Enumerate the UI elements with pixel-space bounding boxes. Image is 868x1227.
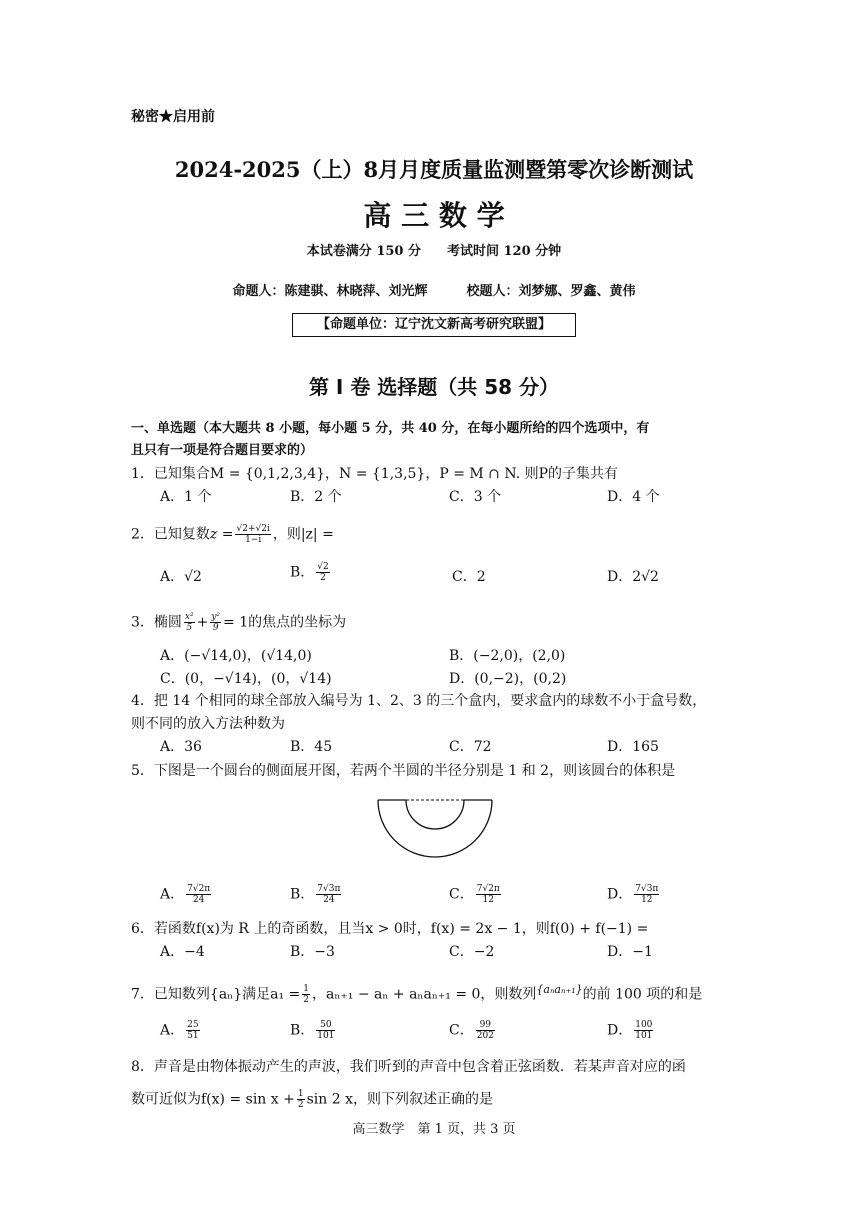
annulus-figure	[370, 792, 500, 862]
q2-option-b	[290, 562, 332, 583]
q5-c-label: C．	[449, 886, 474, 903]
q8-tail: sin 2 x，则下列叙述正确的是	[306, 1091, 493, 1108]
q5-a-label: A．	[160, 886, 185, 903]
q4-option-d: D．165	[607, 739, 659, 755]
q7-half-num: 1	[303, 984, 309, 995]
q2-option-d: D．2√2	[607, 569, 659, 585]
q7-a-label: A．	[160, 1022, 185, 1039]
q6-option-d: D．−1	[607, 944, 653, 960]
q6-option-c: C．−2	[449, 944, 495, 960]
q3-plus: +	[196, 614, 209, 631]
q1-option-a: A．1 个	[160, 489, 212, 505]
q5-c-den: 12	[482, 895, 494, 905]
q5-d-den: 12	[641, 895, 653, 905]
q7-c-label: C．	[449, 1022, 474, 1039]
q3-stem	[131, 612, 346, 633]
q7-tail: 的前 100 项的和是	[582, 986, 703, 1003]
q7-prefix: 7．已知数列{aₙ}满足a₁ =	[131, 986, 301, 1003]
inner-semicircle	[406, 800, 464, 829]
part-description-2: 且只有一项是符合题目要求的）	[131, 443, 314, 458]
q5-stem: 5．下图是一个圆台的侧面展开图，若两个半圆的半径分别是 1 和 2，则该圆台的体积是	[131, 763, 676, 779]
q2-denominator: 1−i	[245, 535, 262, 545]
q7-c-num: 99	[476, 1020, 495, 1031]
q3-option-c: C．(0，−√14)，(0，√14)	[160, 671, 332, 687]
section-title: 第 I 卷 选择题（共 58 分）	[308, 375, 560, 399]
q4-option-c: C．72	[449, 739, 492, 755]
q3-num2: y²	[211, 612, 221, 622]
exam-title: 2024-2025（上）8月月度质量监测暨第零次诊断测试	[174, 157, 694, 182]
q7-seq: {aₙaₙ₊₁}	[536, 983, 583, 996]
q3-option-b: B．(−2,0)，(2,0)	[449, 648, 566, 664]
q7-option-a	[160, 1020, 202, 1041]
q7-d-num: 100	[635, 1020, 653, 1030]
q7-d-label: D．	[607, 1022, 633, 1039]
q3-den2: 9	[212, 623, 219, 633]
q2-numerator: √2+√2i	[236, 524, 270, 534]
q2-option-c: C．2	[452, 569, 486, 585]
q5-a-den: 24	[192, 895, 205, 905]
q3-num1: x²	[184, 612, 194, 622]
q5-a-num: 7√2π	[187, 884, 211, 894]
q1-stem: 1．已知集合M = {0,1,2,3,4}，N = {1,3,5}，P = M ∩ N. 则P的子集共有	[131, 466, 619, 482]
q5-d-label: D．	[607, 886, 633, 903]
q4-option-b: B．45	[290, 739, 333, 755]
q3-prefix: 3．椭圆	[131, 614, 182, 631]
q4-stem-2: 则不同的放入方法种数为	[131, 716, 285, 732]
q6-option-b: B．−3	[290, 944, 335, 960]
q5-option-a	[160, 884, 213, 905]
q7-half-den: 2	[303, 995, 309, 1006]
part-description-1: 一、单选题（本大题共 8 小题，每小题 5 分，共 40 分，在每小题所给的四个选项中，有	[131, 421, 650, 436]
q2-prefix: 2．已知复数	[131, 526, 210, 543]
q5-d-num: 7√3π	[635, 884, 659, 894]
q4-option-a: A．36	[160, 739, 202, 755]
q8-prefix: 数可近似为f(x) = sin x +	[131, 1091, 295, 1108]
q7-option-b	[290, 1020, 337, 1041]
q1-option-d: D．4 个	[607, 489, 660, 505]
q2-tail: ，则|z| =	[272, 526, 334, 543]
q1-option-c: C．3 个	[449, 489, 502, 505]
q7-option-c	[449, 1020, 497, 1041]
q7-a-num: 25	[187, 1020, 199, 1030]
q2-b-label: B．	[290, 564, 315, 581]
q7-mid: ，aₙ₊₁ − aₙ + aₙaₙ₊₁ = 0，则数列	[312, 986, 537, 1003]
q7-d-den: 101	[635, 1031, 653, 1041]
q8-half-den: 2	[297, 1100, 304, 1110]
q2-stem	[131, 524, 334, 545]
q7-b-label: B．	[290, 1022, 315, 1039]
authors-line: 命题人：陈建骐、林晓萍、刘光辉 校题人：刘梦娜、罗鑫、黄伟	[232, 284, 636, 299]
q5-b-label: B．	[290, 886, 315, 903]
page-footer: 高三数学 第 1 页，共 3 页	[352, 1122, 516, 1137]
q3-den1: 5	[186, 623, 193, 633]
subject-title: 高 三 数 学	[363, 199, 505, 232]
secret-label: 秘密★启用前	[131, 109, 215, 125]
q2-b-numerator: √2	[317, 562, 329, 572]
q3-option-a: A．(−√14,0)，(√14,0)	[160, 648, 312, 664]
q8-half-num: 1	[297, 1089, 304, 1099]
q2-option-a: A．√2	[160, 569, 202, 585]
q5-option-b	[290, 884, 343, 905]
score-time: 本试卷满分 150 分 考试时间 120 分钟	[306, 244, 562, 259]
q6-option-a: A．−4	[160, 944, 205, 960]
q3-option-d: D．(0,−2)，(0,2)	[449, 671, 567, 687]
q2-var: z =	[209, 526, 234, 543]
q8-stem-1: 8．声音是由物体振动产生的声波，我们听到的声音中包含着正弦函数．若某声音对应的函	[131, 1059, 686, 1075]
q7-b-num: 50	[316, 1020, 335, 1031]
q5-c-num: 7√2π	[476, 884, 500, 894]
q7-stem	[131, 981, 702, 1005]
q7-b-den: 101	[317, 1031, 335, 1041]
q5-option-d	[607, 884, 661, 905]
q5-option-c	[449, 884, 503, 905]
q7-a-den: 51	[187, 1031, 199, 1041]
q7-c-den: 202	[476, 1031, 494, 1041]
q1-option-b: B．2 个	[290, 489, 342, 505]
unit-box: 【命题单位：辽宁沈文新高考研究联盟】	[292, 313, 576, 337]
q2-b-denominator: 2	[320, 573, 326, 583]
q4-stem-1: 4．把 14 个相同的球全部放入编号为 1、2、3 的三个盒内，要求盒内的球数不小于盒号数，	[131, 693, 707, 709]
q7-option-d	[607, 1020, 655, 1041]
q6-stem: 6．若函数f(x)为 R 上的奇函数，且当x > 0时，f(x) = 2x − 1，则f(0) + f(−1) =	[131, 921, 649, 937]
q5-b-num: 7√3π	[317, 884, 341, 894]
q3-tail: = 1的焦点的坐标为	[223, 614, 347, 631]
q5-b-den: 24	[323, 895, 335, 905]
q8-stem-2	[131, 1089, 493, 1110]
